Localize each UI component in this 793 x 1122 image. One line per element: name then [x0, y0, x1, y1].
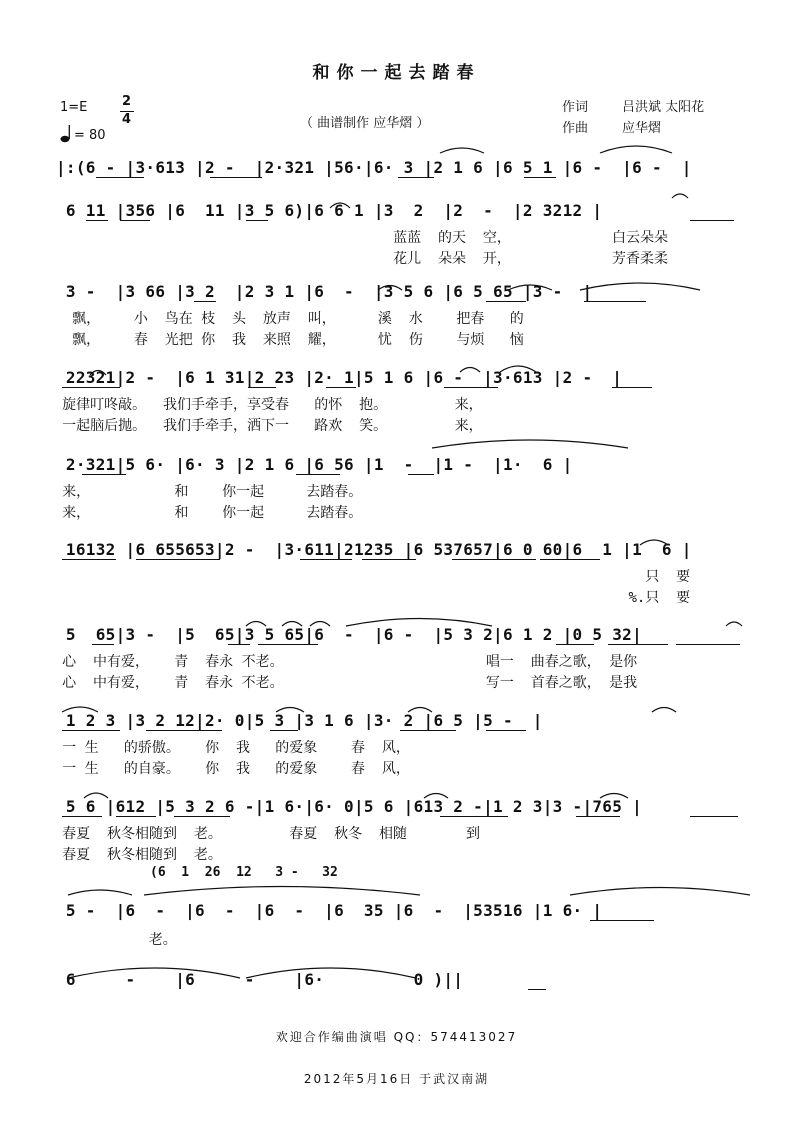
notes-line: 6 11 |356 |6 11 |3 5 6)|6 6 1 |3 2 |2 - |2 3212 | [56, 201, 603, 220]
score-maker: （ 曲谱制作 应华熠 ） [300, 116, 430, 131]
notes-line: 3 - |3 66 |3 2 |2 3 1 |6 - |3 5 6 |6 5 65 |3 - | [56, 282, 593, 301]
composer: 应华熠 [622, 121, 662, 136]
tempo: = 80 [74, 128, 106, 143]
lyrics-verse-1: 春夏 秋冬相随到 老。 春夏 秋冬 相随 到 [20, 826, 481, 842]
accompaniment-cue: (6 1 26 12 3 - 32 [150, 865, 338, 880]
lyrics-verse-1: 心 中有爱， 青 春永 不老。 唱一 曲春之歌， 是你 [20, 654, 638, 670]
lyricist-label: 作词 [562, 100, 589, 115]
lyrics-verse-2: 一 生 的自豪。 你 我 的爱象 春 风， [20, 761, 410, 777]
lyrics-verse-1: 飘， 小 鸟在 枝 头 放声 叫， 溪 水 把春 的 [30, 311, 524, 327]
lyrics-verse-1: 一 生 的骄傲。 你 我 的爱象 春 风， [20, 740, 410, 756]
lyrics-verse-1: 来， 和 你一起 去踏春。 [20, 484, 363, 500]
notes-line: 6 - |6 - |6· 0 )|| [56, 970, 464, 989]
lyrics-verse-1: 老。 [56, 932, 177, 948]
footer-date: 2012年5月16日 于武汉南湖 [303, 1072, 490, 1086]
notes-line: 5 65|3 - |5 65|3 5 65|6 - |6 - |5 3 2|6 1 2 |0 5 32| [56, 625, 643, 644]
lyrics-verse-2: 花儿 朵朵 开， 芳香柔柔 [56, 251, 669, 267]
notes-line: 2·321|5 6· |6· 3 |2 1 6 |6 56 |1 - |1 - |1· 6 | [56, 455, 573, 474]
notes-line: 5 6 |612 |5 3 2 6 -|1 6·|6· 0|5 6 |613 2 -|1 2 3|3 -|765 | [56, 797, 643, 816]
composer-label: 作曲 [562, 121, 589, 136]
notes-line: 22321|2 - |6 1 31|2 23 |2· 1|5 1 6 |6 - |3·613 |2 - | [56, 368, 623, 387]
lyrics-verse-2: 来， 和 你一起 去踏春。 [20, 505, 363, 521]
notes-line: 16132 |6 655653|2 - |3·611|21235 |6 537657|6 0 60|6 1 |1 6 | [56, 540, 692, 559]
notes-line: 5 - |6 - |6 - |6 - |6 35 |6 - |53516 |1 6· | [56, 901, 603, 920]
footer-contact: 欢迎合作编曲演唱 QQ：574413027 [275, 1030, 518, 1044]
lyrics-verse-1: 旋律叮咚敲。 我们手牵手，享受春 的怀 抱。 来， [20, 397, 483, 413]
lyrics-verse-2: 飘， 春 光把 你 我 来照 耀， 忧 伤 与烦 恼 [30, 332, 524, 348]
lyrics-verse-2: %.只 要 [30, 590, 691, 606]
notes-line: 1 2 3 |3 2 12|2· 0|5 3 |3 1 6 |3· 2 |6 5 |5 - | [56, 711, 543, 730]
notes-line: |:(6 - |3·613 |2 - |2·321 |56·|6· 3 |2 1 6 |6 5 1 |6 - |6 - | [56, 158, 692, 177]
key-signature: 1=E [60, 100, 88, 115]
time-signature-bottom: 4 [122, 112, 132, 127]
lyricist: 吕洪斌 太阳花 [622, 100, 705, 115]
song-title: 和你一起去踏春 [312, 63, 481, 83]
time-signature-top: 2 [122, 94, 132, 109]
lyrics-verse-2: 一起脑后抛。 我们手牵手，洒下一 路欢 笑。 来， [20, 418, 483, 434]
lyrics-verse-1: 只 要 [30, 569, 691, 585]
lyrics-verse-2: 春夏 秋冬相随到 老。 [20, 847, 222, 863]
lyrics-verse-1: 蓝蓝 的天 空， 白云朵朵 [56, 230, 669, 246]
lyrics-verse-2: 心 中有爱， 青 春永 不老。 写一 首春之歌， 是我 [20, 675, 638, 691]
